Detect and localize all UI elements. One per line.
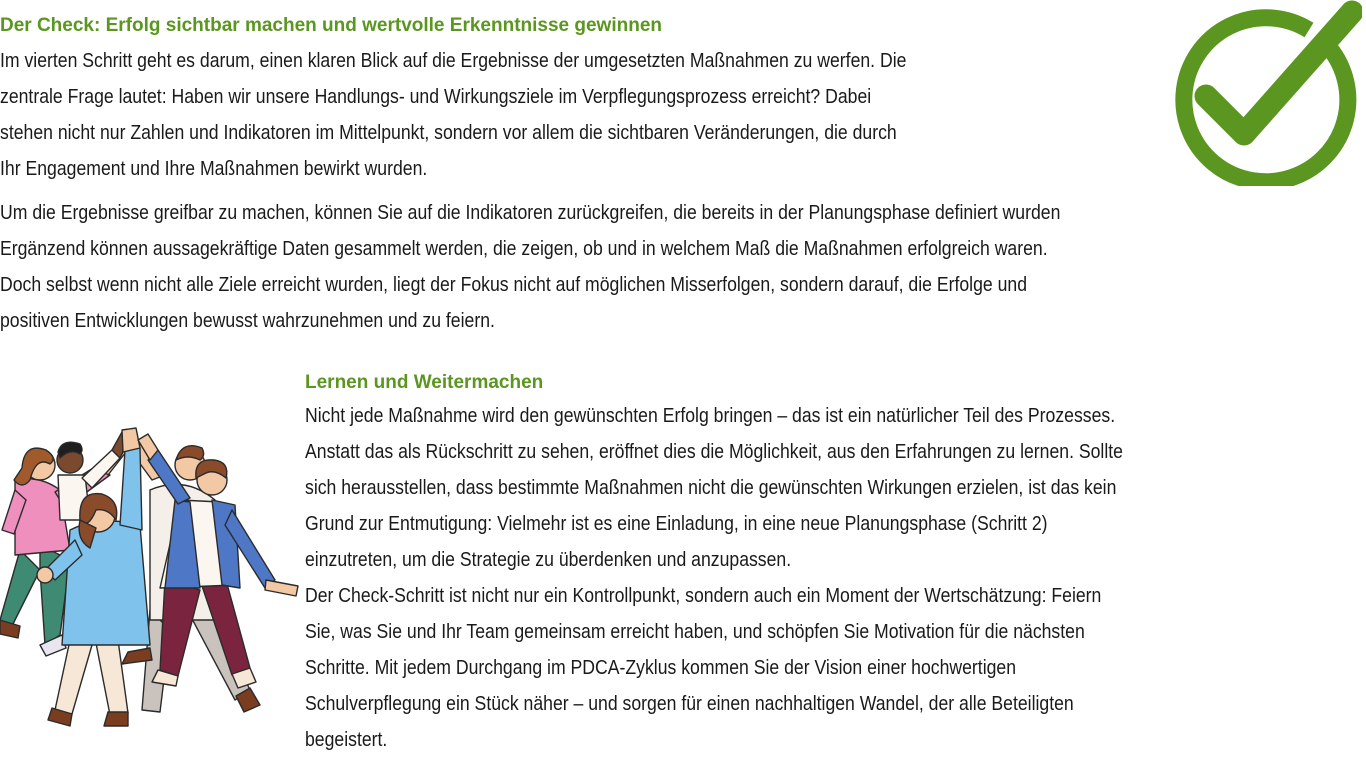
text-line: zentrale Frage lautet: Haben wir unsere Handlungs- und Wirkungsziele im Verpflegungsprozess erreicht? Dabei bbox=[0, 85, 872, 108]
checkmark-circle-icon bbox=[1166, 0, 1362, 186]
section-heading-learning: Lernen und Weitermachen bbox=[305, 372, 544, 393]
text-line: Grund zur Entmutigung: Vielmehr ist es eine Einladung, in eine neue Planungsphase (Schritt 2) bbox=[305, 512, 1048, 535]
text-line: Nicht jede Maßnahme wird den gewünschten Erfolg bringen – das ist ein natürlicher Teil des Prozesses. bbox=[305, 404, 1116, 427]
text-line: stehen nicht nur Zahlen und Indikatoren im Mittelpunkt, sondern vor allem die sichtbaren Veränderungen, die durch bbox=[0, 121, 897, 144]
text-line: Schritte. Mit jedem Durchgang im PDCA-Zyklus kommen Sie der Vision einer hochwertigen bbox=[305, 656, 1017, 679]
section-heading-check: Der Check: Erfolg sichtbar machen und wertvolle Erkenntnisse gewinnen bbox=[0, 15, 662, 36]
text-line: Um die Ergebnisse greifbar zu machen, können Sie auf die Indikatoren zurückgreifen, die bereits in der Planungsphase definiert wurden bbox=[0, 201, 1061, 224]
check-intro-paragraph bbox=[0, 43, 906, 187]
text-line: Im vierten Schritt geht es darum, einen klaren Blick auf die Ergebnisse der umgesetzten Maßnahmen zu werfen. Die bbox=[0, 49, 907, 72]
text-line: einzutreten, um die Strategie zu überdenken und anzupassen. bbox=[305, 548, 792, 571]
text-line: Sie, was Sie und Ihr Team gemeinsam erreicht haben, und schöpfen Sie Motivation für die nächsten bbox=[305, 620, 1085, 643]
text-line: Doch selbst wenn nicht alle Ziele erreicht wurden, liegt der Fokus nicht auf möglichen Misserfolgen, sondern darauf, die Erfolge und bbox=[0, 273, 1028, 296]
text-line: positiven Entwicklungen bewusst wahrzunehmen und zu feiern. bbox=[0, 309, 495, 332]
text-line: sich herausstellen, dass bestimmte Maßnahmen nicht die gewünschten Wirkungen erzielen, ist das kein bbox=[305, 476, 1117, 499]
text-line: Ihr Engagement und Ihre Maßnahmen bewirkt wurden. bbox=[0, 157, 428, 180]
team-high-five-illustration bbox=[0, 420, 305, 740]
text-line: Anstatt das als Rückschritt zu sehen, eröffnet dies die Möglichkeit, aus den Erfahrungen zu lernen. Sollte bbox=[305, 440, 1123, 463]
text-line: Schulverpflegung ein Stück näher – und sorgen für einen nachhaltigen Wandel, der alle Beteiligten bbox=[305, 692, 1074, 715]
check-results-paragraph bbox=[0, 195, 1060, 339]
text-line: Ergänzend können aussagekräftige Daten gesammelt werden, die zeigen, ob und in welchem Maß die Maßnahmen erfolgreich waren. bbox=[0, 237, 1048, 260]
text-line: begeistert. bbox=[305, 728, 388, 751]
text-line: Der Check-Schritt ist nicht nur ein Kontrollpunkt, sondern auch ein Moment der Wertschätzung: Feiern bbox=[305, 584, 1102, 607]
learning-paragraph bbox=[305, 398, 1123, 758]
